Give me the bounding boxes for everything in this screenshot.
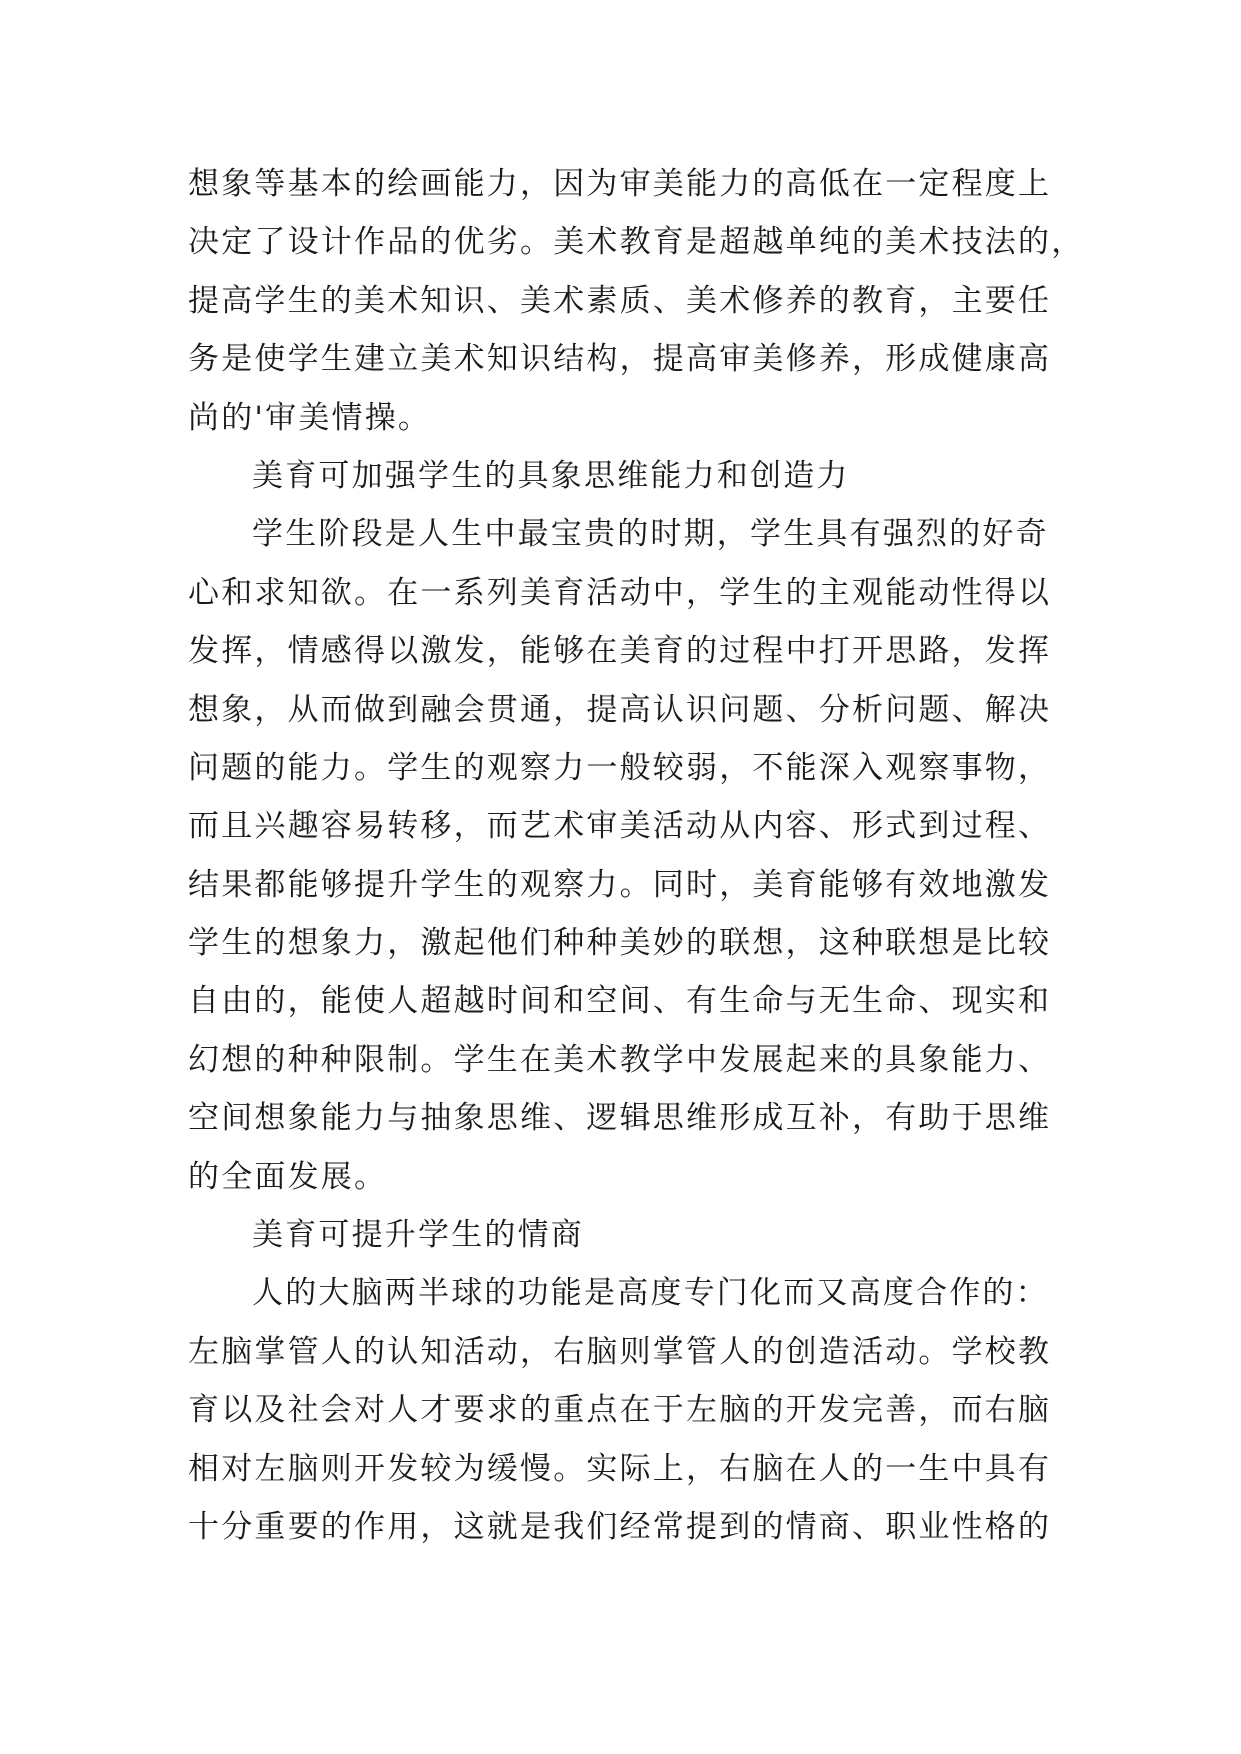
text-line: 育以及社会对人才要求的重点在于左脑的开发完善，而右脑 bbox=[188, 1392, 1052, 1429]
text-line: 学生阶段是人生中最宝贵的时期，学生具有强烈的好奇 bbox=[252, 516, 1049, 553]
text-line: 学生的想象力，激起他们种种美妙的联想，这种联想是比较 bbox=[188, 925, 1052, 962]
text-line: 美育可加强学生的具象思维能力和创造力 bbox=[252, 457, 850, 494]
text-line: 想象，从而做到融会贯通，提高认识问题、分析问题、解决 bbox=[188, 691, 1052, 728]
text-line: 十分重要的作用，这就是我们经常提到的情商、职业性格的 bbox=[188, 1508, 1052, 1545]
text-line: 发挥，情感得以激发，能够在美育的过程中打开思路，发挥 bbox=[188, 633, 1052, 670]
text-line: 美育可提升学生的情商 bbox=[252, 1217, 584, 1254]
text-line: 的全面发展。 bbox=[188, 1158, 388, 1195]
text-line: 左脑掌管人的认知活动，右脑则掌管人的创造活动。学校教 bbox=[188, 1333, 1052, 1370]
text-line: 幻想的种种限制。学生在美术教学中发展起来的具象能力、 bbox=[188, 1041, 1052, 1078]
document-body bbox=[188, 155, 1108, 1556]
text-line: 人的大脑两半球的功能是高度专门化而又高度合作的： bbox=[252, 1275, 1049, 1312]
text-line: 相对左脑则开发较为缓慢。实际上，右脑在人的一生中具有 bbox=[188, 1450, 1052, 1487]
text-line: 结果都能够提升学生的观察力。同时，美育能够有效地激发 bbox=[188, 866, 1052, 903]
text-line: 想象等基本的绘画能力，因为审美能力的高低在一定程度上 bbox=[188, 166, 1052, 202]
text-line: 自由的，能使人超越时间和空间、有生命与无生命、现实和 bbox=[188, 983, 1052, 1020]
text-line: 尚的'审美情操。 bbox=[188, 399, 432, 436]
text-line: 提高学生的美术知识、美术素质、美术修养的教育，主要任 bbox=[188, 282, 1052, 319]
text-line: 问题的能力。学生的观察力一般较弱，不能深入观察事物， bbox=[188, 749, 1052, 786]
text-line: 而且兴趣容易转移，而艺术审美活动从内容、形式到过程、 bbox=[188, 808, 1052, 845]
text-line: 空间想象能力与抽象思维、逻辑思维形成互补，有助于思维 bbox=[188, 1100, 1052, 1137]
text-line: 决定了设计作品的优劣。美术教育是超越单纯的美术技法的， bbox=[188, 224, 1085, 261]
text-line: 务是使学生建立美术知识结构，提高审美修养，形成健康高 bbox=[188, 341, 1052, 378]
text-line: 心和求知欲。在一系列美育活动中，学生的主观能动性得以 bbox=[188, 574, 1052, 611]
